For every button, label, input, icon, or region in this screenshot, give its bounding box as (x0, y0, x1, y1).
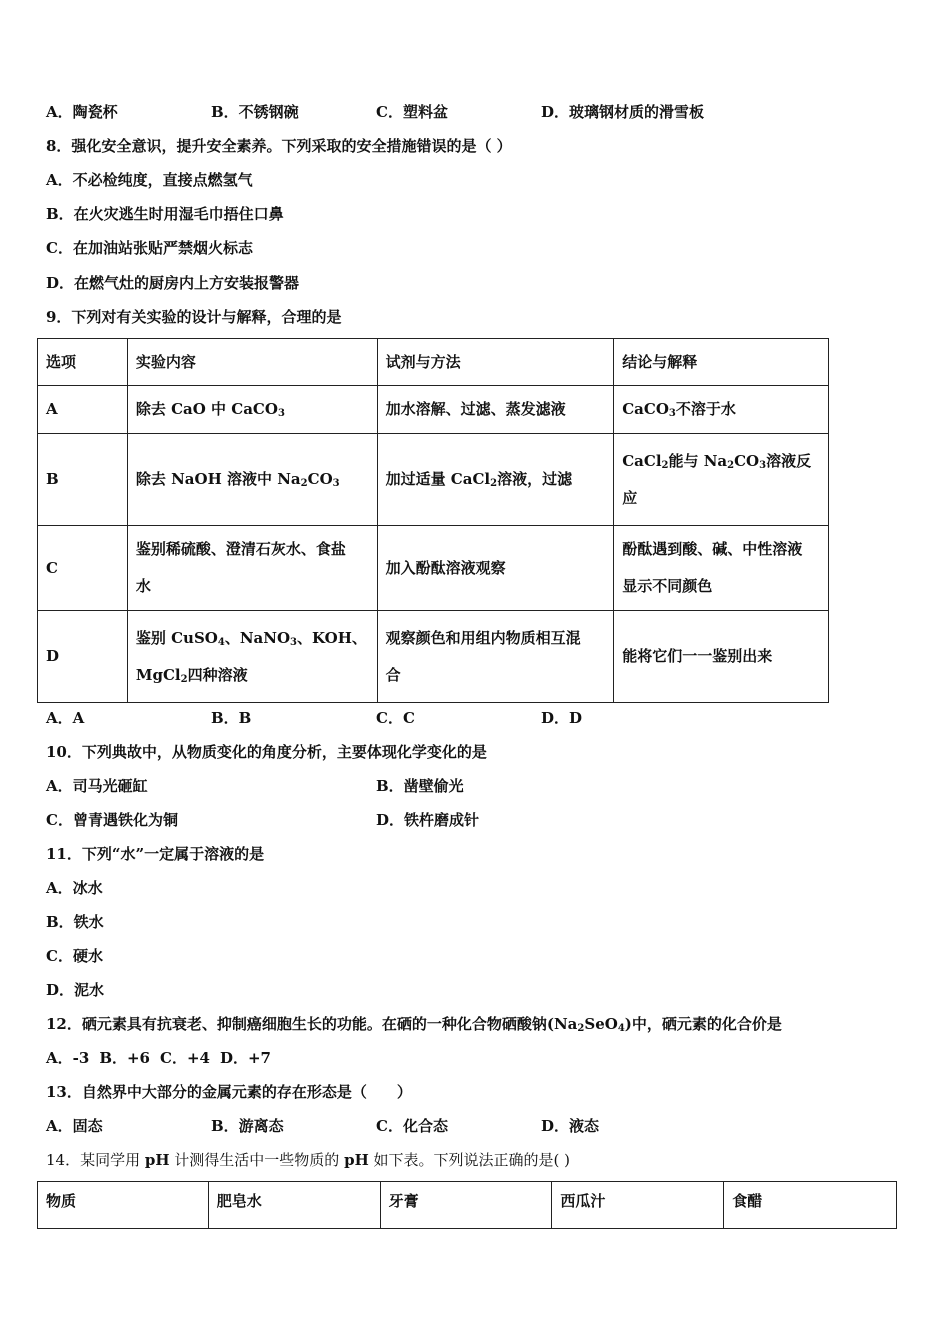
q9-row-a-conclusion: CaCO$_3$不溶于水 (614, 386, 829, 434)
q7-option-a[interactable]: A．陶瓷杯 (46, 103, 118, 121)
q13-option-c[interactable]: C．化合态 (376, 1117, 448, 1135)
q12-option-a[interactable]: A．-3 (46, 1049, 90, 1067)
q9-row-c-option: C (38, 526, 128, 611)
q9-row-d-method: 观察颜色和用组内物质相互混 合 (377, 611, 614, 703)
q8-option-c[interactable]: C．在加油站张贴严禁烟火标志 (46, 239, 253, 257)
q9-header-row (38, 339, 829, 386)
q9-row-b-conclusion: CaCl$_2$能与 $Na_2CO_3$溶液反 应 (614, 434, 829, 526)
q9-options (46, 708, 706, 728)
q11-stem: 11．下列“水”一定属于溶液的是 (46, 845, 265, 863)
q14-stem: 14．某同学用 pH 计测得生活中一些物质的 pH 如下表。下列说法正确的是( ) (46, 1151, 570, 1169)
q14-table (37, 1181, 897, 1229)
q9-row-d-option: D (38, 611, 128, 703)
q9-row-a (38, 386, 829, 434)
q10-option-b[interactable]: B．凿壁偷光 (376, 777, 464, 795)
q9-row-c-method: 加入酚酞溶液观察 (377, 526, 614, 611)
q9-option-b[interactable]: B．B (211, 709, 252, 727)
q12-option-d[interactable]: D．+7 (219, 1049, 271, 1067)
q10-options-row-1 (46, 776, 706, 796)
q13-options (46, 1116, 706, 1136)
q9-table (37, 338, 829, 703)
q12-option-c[interactable]: C．+4 (160, 1049, 210, 1067)
q9-header-conclusion: 结论与解释 (614, 339, 829, 386)
q10-options-row-2 (46, 810, 706, 830)
q9-row-b-option: B (38, 434, 128, 526)
q7-option-d[interactable]: D．玻璃钢材质的滑雪板 (541, 103, 705, 121)
q9-row-b-method: 加过适量 CaCl$_2$溶液，过滤 (377, 434, 614, 526)
q11-option-d[interactable]: D．泥水 (46, 981, 105, 999)
q9-row-c (38, 526, 829, 611)
q9-header-option: 选项 (38, 339, 128, 386)
q13-stem: 13．自然界中大部分的金属元素的存在形态是（ ） (46, 1083, 412, 1101)
q10-option-d[interactable]: D．铁杵磨成针 (376, 811, 480, 829)
q11-option-a[interactable]: A．冰水 (46, 879, 103, 897)
q11-option-b[interactable]: B．铁水 (46, 913, 104, 931)
q9-option-d[interactable]: D．D (541, 709, 583, 727)
q12-stem: 12．硒元素具有抗衰老、抑制癌细胞生长的功能。在硒的一种化合物硒酸钠$(Na_2SeO_4)$中，硒元素的化合价是 (46, 1015, 782, 1034)
q9-row-c-conclusion: 酚酞遇到酸、碱、中性溶液 显示不同颜色 (614, 526, 829, 611)
q14-header-toothpaste: 牙膏 (380, 1182, 552, 1229)
q10-stem: 10．下列典故中，从物质变化的角度分析，主要体现化学变化的是 (46, 743, 487, 761)
q7-option-b[interactable]: B．不锈钢碗 (211, 103, 299, 121)
q8-option-b[interactable]: B．在火灾逃生时用湿毛巾捂住口鼻 (46, 205, 284, 223)
q8-stem: 8．强化安全意识，提升安全素养。下列采取的安全措施错误的是（ ） (46, 137, 512, 155)
q8-option-d[interactable]: D．在燃气灶的厨房内上方安装报警器 (46, 274, 300, 292)
q14-header-watermelon-juice: 西瓜汁 (552, 1182, 724, 1229)
q14-header-soap-water: 肥皂水 (208, 1182, 380, 1229)
q9-row-a-option: A (38, 386, 128, 434)
q12-option-b[interactable]: B．+6 (99, 1049, 150, 1067)
q9-row-c-content: 鉴别稀硫酸、澄清石灰水、食盐 水 (127, 526, 377, 611)
q9-row-b-content: 除去 NaOH 溶液中 $Na_2CO_3$ (127, 434, 377, 526)
q9-option-a[interactable]: A．A (46, 709, 85, 727)
q10-option-c[interactable]: C．曾青遇铁化为铜 (46, 811, 178, 829)
q9-option-c[interactable]: C．C (376, 709, 415, 727)
q13-option-b[interactable]: B．游离态 (211, 1117, 284, 1135)
q9-row-d-content: 鉴别 CuSO$_4$、NaNO$_3$、KOH、 MgCl$_2$四种溶液 (127, 611, 377, 703)
q7-option-c[interactable]: C．塑料盆 (376, 103, 448, 121)
q9-header-content: 实验内容 (127, 339, 377, 386)
q9-row-a-method: 加水溶解、过滤、蒸发滤液 (377, 386, 614, 434)
q11-option-c[interactable]: C．硬水 (46, 947, 103, 965)
q9-header-method: 试剂与方法 (377, 339, 614, 386)
q14-header-vinegar: 食醋 (724, 1182, 897, 1229)
q9-stem: 9．下列对有关实验的设计与解释，合理的是 (46, 308, 342, 326)
q9-row-d (38, 611, 829, 703)
q12-options (46, 1048, 281, 1068)
q9-row-a-content: 除去 CaO 中 CaCO$_3$ (127, 386, 377, 434)
q13-option-d[interactable]: D．液态 (541, 1117, 600, 1135)
q8-option-a[interactable]: A．不必检纯度，直接点燃氢气 (46, 171, 253, 189)
q9-row-b (38, 434, 829, 526)
q13-option-a[interactable]: A．固态 (46, 1117, 103, 1135)
q9-row-d-conclusion: 能将它们一一鉴别出来 (614, 611, 829, 703)
q14-header-row (38, 1182, 897, 1229)
q14-header-substance: 物质 (38, 1182, 209, 1229)
q10-option-a[interactable]: A．司马光砸缸 (46, 777, 148, 795)
q7-options (46, 102, 706, 122)
